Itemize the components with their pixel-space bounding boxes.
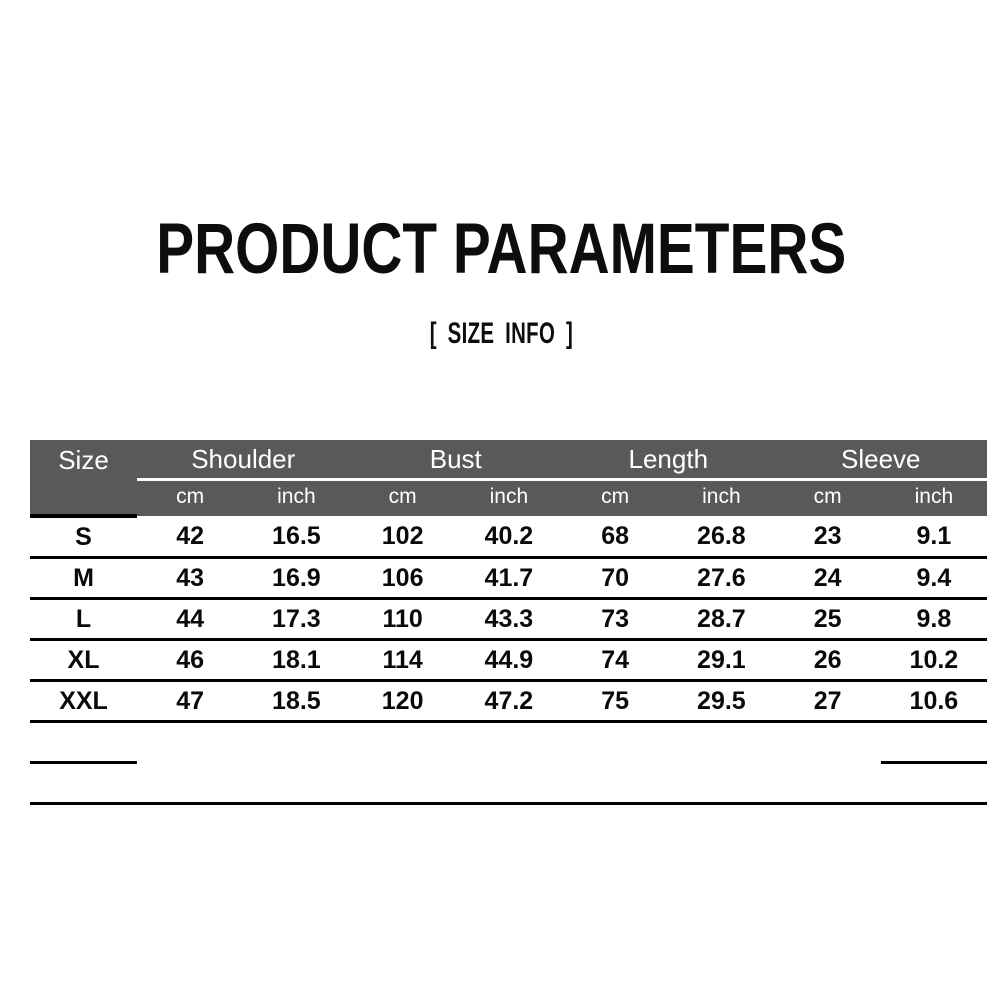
value-cell: 17.3 xyxy=(243,599,349,640)
partial-rule-left xyxy=(30,722,137,763)
size-label: S xyxy=(30,516,137,558)
value-cell: 29.1 xyxy=(668,640,774,681)
value-cell: 26.8 xyxy=(668,516,774,558)
value-cell: 102 xyxy=(350,516,456,558)
column-group-bust: Bust xyxy=(350,440,563,480)
value-cell: 47 xyxy=(137,681,243,722)
value-cell: 41.7 xyxy=(456,558,562,599)
size-table xyxy=(30,440,987,805)
size-label: XL xyxy=(30,640,137,681)
value-cell: 10.2 xyxy=(881,640,987,681)
unit-sleeve-inch: inch xyxy=(881,480,987,517)
value-cell: 106 xyxy=(350,558,456,599)
column-group-sleeve: Sleeve xyxy=(775,440,988,480)
unit-shoulder-inch: inch xyxy=(243,480,349,517)
partial-rule-right xyxy=(881,722,987,763)
empty-row-bottom-rule xyxy=(30,763,987,804)
value-cell: 24 xyxy=(775,558,881,599)
table-row-xxl xyxy=(30,681,987,722)
table-row-l xyxy=(30,599,987,640)
value-cell: 29.5 xyxy=(668,681,774,722)
value-cell: 110 xyxy=(350,599,456,640)
value-cell: 18.5 xyxy=(243,681,349,722)
value-cell: 16.9 xyxy=(243,558,349,599)
size-table-body xyxy=(30,516,987,804)
value-cell: 44.9 xyxy=(456,640,562,681)
column-group-shoulder: Shoulder xyxy=(137,440,350,480)
value-cell: 70 xyxy=(562,558,668,599)
unit-shoulder-cm: cm xyxy=(137,480,243,517)
subtitle-row xyxy=(0,319,1002,349)
unit-length-cm: cm xyxy=(562,480,668,517)
value-cell: 26 xyxy=(775,640,881,681)
column-header-size: Size xyxy=(30,440,137,516)
value-cell: 47.2 xyxy=(456,681,562,722)
value-cell: 75 xyxy=(562,681,668,722)
unit-sleeve-cm: cm xyxy=(775,480,881,517)
value-cell: 46 xyxy=(137,640,243,681)
value-cell: 73 xyxy=(562,599,668,640)
size-info-subtitle: [ SIZE INFO ] xyxy=(429,317,573,350)
unit-bust-inch: inch xyxy=(456,480,562,517)
value-cell: 27 xyxy=(775,681,881,722)
size-label: L xyxy=(30,599,137,640)
value-cell: 9.8 xyxy=(881,599,987,640)
value-cell: 44 xyxy=(137,599,243,640)
column-group-length: Length xyxy=(562,440,775,480)
size-table-header xyxy=(30,440,987,516)
empty-cell xyxy=(137,722,881,763)
value-cell: 68 xyxy=(562,516,668,558)
size-label: M xyxy=(30,558,137,599)
value-cell: 27.6 xyxy=(668,558,774,599)
value-cell: 42 xyxy=(137,516,243,558)
table-row-xl xyxy=(30,640,987,681)
value-cell: 16.5 xyxy=(243,516,349,558)
value-cell: 23 xyxy=(775,516,881,558)
header-group-row xyxy=(30,440,987,480)
page-title-row xyxy=(0,210,1002,289)
value-cell: 28.7 xyxy=(668,599,774,640)
table-row-s xyxy=(30,516,987,558)
value-cell: 25 xyxy=(775,599,881,640)
value-cell: 120 xyxy=(350,681,456,722)
size-label: XXL xyxy=(30,681,137,722)
value-cell: 43 xyxy=(137,558,243,599)
value-cell: 74 xyxy=(562,640,668,681)
value-cell: 9.1 xyxy=(881,516,987,558)
value-cell: 43.3 xyxy=(456,599,562,640)
value-cell: 114 xyxy=(350,640,456,681)
value-cell: 10.6 xyxy=(881,681,987,722)
unit-length-inch: inch xyxy=(668,480,774,517)
bottom-rule xyxy=(30,763,987,804)
header-unit-row xyxy=(30,480,987,517)
value-cell: 18.1 xyxy=(243,640,349,681)
empty-row-partial-rule xyxy=(30,722,987,763)
table-row-m xyxy=(30,558,987,599)
value-cell: 40.2 xyxy=(456,516,562,558)
page-title: PRODUCT PARAMETERS xyxy=(155,210,847,289)
value-cell: 9.4 xyxy=(881,558,987,599)
unit-bust-cm: cm xyxy=(350,480,456,517)
